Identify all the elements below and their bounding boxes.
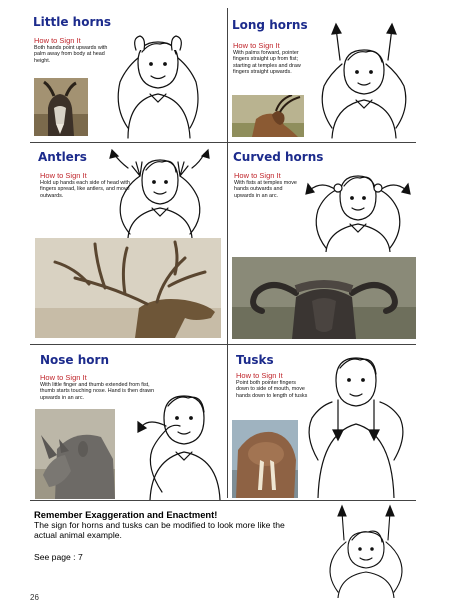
- goat-photo: [34, 78, 88, 136]
- footer-title: Remember Exaggeration and Enactment!: [34, 509, 218, 520]
- little-horns-title: Little horns: [33, 15, 112, 29]
- see-page-reference: See page : 7: [34, 552, 83, 562]
- little-horns-howto: How to Sign It: [34, 36, 81, 45]
- little-horns-description: Both hands point upwards with palm away from body at head height.: [34, 45, 108, 64]
- long-horns-howto: How to Sign It: [233, 41, 280, 50]
- curved-horns-signer-illustration: [296, 168, 420, 252]
- page-number: 26: [30, 593, 39, 602]
- row-divider-2: [30, 344, 416, 345]
- tusks-signer-illustration: [298, 350, 418, 498]
- row-divider-3: [30, 500, 416, 501]
- little-horns-signer-illustration: [98, 28, 220, 140]
- nose-horn-howto: How to Sign It: [40, 373, 87, 382]
- long-horns-signer-illustration: [310, 20, 418, 140]
- rhino-photo: [35, 409, 115, 499]
- buffalo-photo: [232, 257, 416, 339]
- antlers-description: Hold up hands each side of head with fingers spread, like antlers, and move outwards.: [40, 180, 130, 199]
- curved-horns-title: Curved horns: [233, 150, 324, 164]
- long-horns-title: Long horns: [232, 18, 308, 32]
- antlers-title: Antlers: [38, 150, 87, 164]
- tusks-howto: How to Sign It: [236, 371, 283, 380]
- curved-horns-howto: How to Sign It: [234, 171, 281, 180]
- antlers-signer-illustration: [98, 148, 222, 238]
- walrus-photo: [232, 420, 298, 498]
- antelope-photo: [232, 95, 304, 137]
- stag-photo: [35, 238, 221, 338]
- antlers-howto: How to Sign It: [40, 171, 87, 180]
- footer-text: The sign for horns and tusks can be modified to look more like the actual animal example.: [34, 520, 285, 541]
- curved-horns-description: With fists at temples move hands outwards and upwards in an arc.: [234, 180, 297, 199]
- long-horns-description: With palms forward, pointer fingers straight up from fist; starting at temples and draw fingers straight upwards.: [233, 50, 301, 76]
- nose-horn-description: With little finger and thumb extended from fist, thumb starts touching nose. Hand is then drawn upwards in an arc.: [40, 382, 155, 401]
- nose-horn-signer-illustration: [128, 388, 228, 500]
- footer-long-horns-illustration: [318, 502, 414, 598]
- row-divider-1: [30, 142, 416, 143]
- tusks-description: Point both pointer fingers down to side of mouth, move hands down to length of tusks: [236, 380, 308, 399]
- nose-horn-title: Nose horn: [40, 353, 109, 367]
- tusks-title: Tusks: [236, 353, 274, 367]
